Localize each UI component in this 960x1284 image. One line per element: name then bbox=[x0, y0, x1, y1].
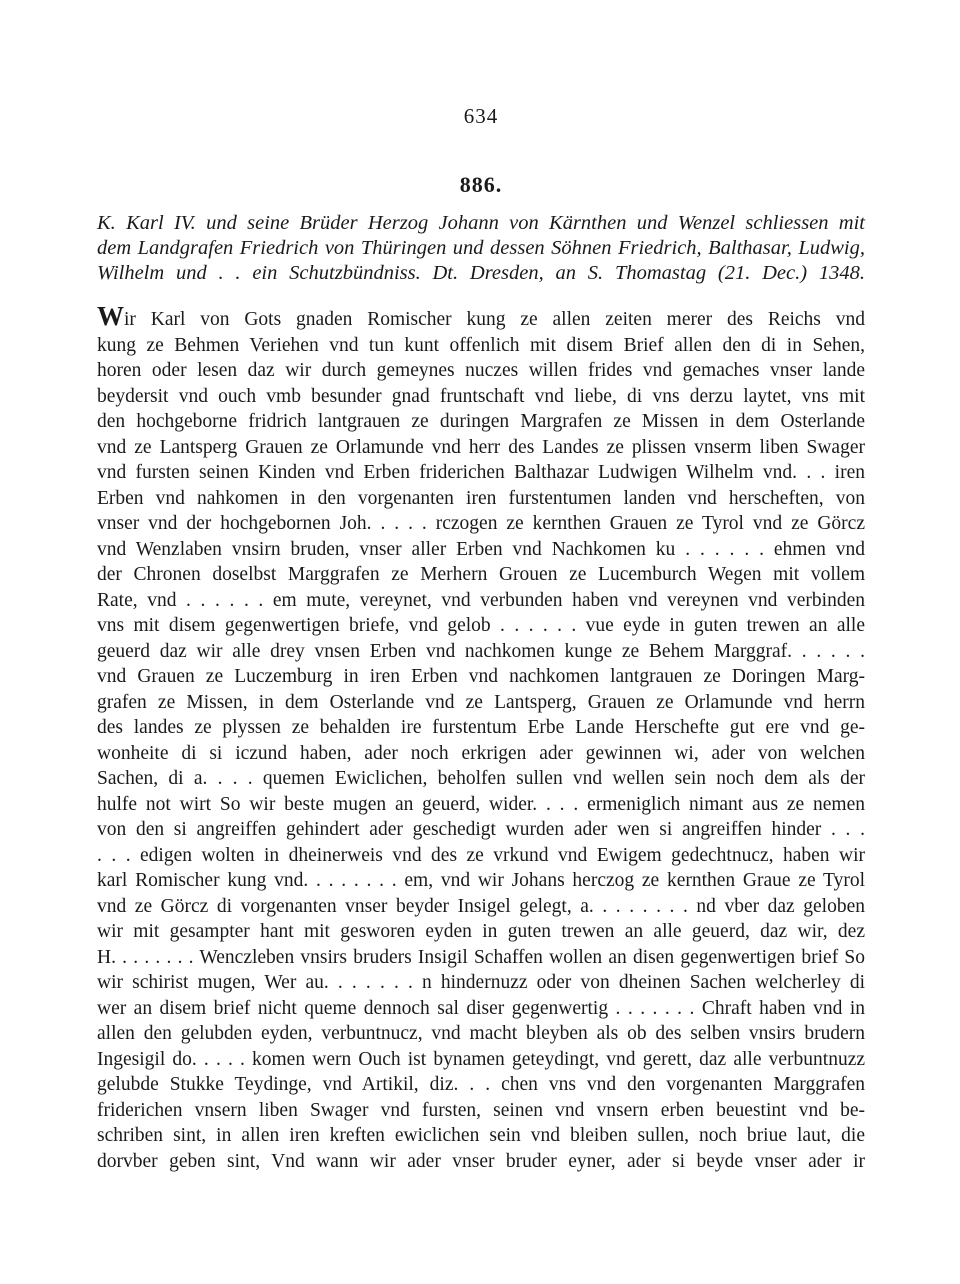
charter-line: von den si angreiffen gehindert ader geschedigt wurden ader wen si angreiffen hinder . . . bbox=[97, 819, 865, 840]
charter-line: grafen ze Missen, in dem Osterlande vnd ze Lantsperg, Grauen ze Orlamunde vnd herrn bbox=[97, 691, 865, 713]
charter-line: beydersit vnd ouch vmb besunder gnad fruntschaft vnd liebe, di vns derzu laytet, vns mit bbox=[97, 385, 865, 407]
charter-line: vnd Grauen ze Luczemburg in iren Erben vnd nachkomen lantgrauen ze Doringen Marg- bbox=[97, 666, 865, 687]
charter-line: der Chronen doselbst Marggrafen ze Merhern Grouen ze Lucemburch Wegen mit vollem bbox=[97, 564, 865, 585]
charter-line: kung ze Behmen Veriehen vnd tun kunt offenlich mit disem Brief allen den di in Sehen, bbox=[97, 334, 865, 356]
page-number: 634 bbox=[463, 104, 499, 128]
charter-line: gelubde Stukke Teydinge, vnd Artikil, diz. . . chen vns vnd den vorgenanten Marggrafen bbox=[97, 1074, 865, 1095]
charter-first-line-text: ir Karl von Gots gnaden Romischer kung ze allen zeiten merer des Reichs vnd bbox=[124, 309, 865, 330]
charter-line: den hochgeborne fridrich lantgrauen ze duringen Margrafen ze Missen in dem Osterlande bbox=[97, 411, 865, 432]
charter-line: vnd Wenzlaben vnsirn bruden, vnser aller Erben vnd Nachkomen ku . . . . . . ehmen vnd bbox=[97, 538, 865, 560]
charter-line: wir mit gesampter hant mit gesworen eyden in guten trewen an alle geuerd, daz wir, dez bbox=[97, 921, 865, 942]
document-number: 886. bbox=[459, 172, 503, 197]
initial-letter: W bbox=[97, 301, 124, 331]
charter-line: schriben sint, in allen iren kreften ewiclichen sein vnd bleiben sullen, noch briue laut, die bbox=[97, 1125, 865, 1146]
charter-line: . . . edigen wolten in dheinerweis vnd des ze vrkund vnd Ewigem gedechtnucz, haben wir bbox=[97, 844, 865, 866]
charter-line: vnser vnd der hochgebornen Joh. . . . . rczogen ze kernthen Grauen ze Tyrol vnd ze Görcz bbox=[97, 513, 865, 534]
charter-line: vnd fursten seinen Kinden vnd Erben friderichen Balthazar Ludwigen Wilhelm vnd. . . iren bbox=[97, 462, 865, 483]
charter-first-line bbox=[97, 301, 865, 333]
charter-line: vns mit disem gegenwertigen briefe, vnd gelob . . . . . . vue eyde in guten trewen an alle bbox=[97, 615, 865, 636]
charter-line: des landes ze plyssen ze behalden ire furstentum Erbe Lande Herschefte gut ere vnd ge- bbox=[97, 717, 865, 738]
charter-line: vnd ze Lantsperg Grauen ze Orlamunde vnd herr des Landes ze plissen vnserm liben Swager bbox=[97, 436, 865, 458]
charter-line: vnd ze Görcz di vorgenanten vnser beyder Insigel gelegt, a. . . . . . . . nd vber daz geloben bbox=[97, 895, 865, 917]
regest-line: Wilhelm und . . ein Schutzbündniss. Dt. Dresden, an S. Thomastag (21. Dec.) 1348. bbox=[97, 262, 865, 284]
charter-line: Erben vnd nahkomen in den vorgenanten iren furstentumen landen vnd herscheften, von bbox=[97, 487, 865, 509]
charter-line: friderichen vnsern liben Swager vnd fursten, seinen vnd vnsern erben beuestint vnd be- bbox=[97, 1099, 865, 1121]
charter-line: hulfe not wirt So wir beste mugen an geuerd, wider. . . . ermeniglich nimant aus ze nemen bbox=[97, 793, 865, 815]
charter-line: H. . . . . . . . Wenczleben vnsirs bruders Insigil Schaffen wollen an disen gegenwertigen brief So bbox=[97, 946, 865, 968]
charter-line: Ingesigil do. . . . . komen wern Ouch ist bynamen geteydingt, vnd gerett, daz alle verbuntnuzz bbox=[97, 1048, 865, 1070]
charter-line: geuerd daz wir alle drey vnsen Erben vnd nachkomen kunge ze Behem Marggraf. . . . . . bbox=[97, 640, 865, 662]
charter-line: karl Romischer kung vnd. . . . . . . . em, vnd wir Johans herczog ze kernthen Graue ze Tyrol bbox=[97, 870, 865, 891]
regest-line: K. Karl IV. und seine Brüder Herzog Johann von Kärnthen und Wenzel schliessen mit bbox=[97, 212, 865, 234]
charter-text bbox=[97, 301, 865, 1174]
charter-line: wonheite di si iczund haben, ader noch erkrigen ader gewinnen wi, ader von welchen bbox=[97, 742, 865, 764]
charter-line: horen oder lesen daz wir durch gemeynes nuczes willen frides vnd gemaches vnser lande bbox=[97, 360, 865, 381]
regest-summary bbox=[97, 211, 865, 286]
charter-line: wer an disem brief nicht queme dennoch sal diser gegenwertig . . . . . . . Chraft haben vnd in bbox=[97, 997, 865, 1019]
charter-line: dorvber geben sint, Vnd wann wir ader vnser bruder eyner, ader si beyde vnser ader ir bbox=[97, 1150, 865, 1172]
charter-line: Sachen, di a. . . . quemen Ewiclichen, beholfen sullen vnd wellen sein noch dem als der bbox=[97, 768, 865, 789]
charter-line: Rate, vnd . . . . . . em mute, vereynet, vnd verbunden haben vnd vereynen vnd verbinden bbox=[97, 589, 865, 611]
regest-line: dem Landgrafen Friedrich von Thüringen und dessen Söhnen Friedrich, Balthasar, Ludwig, bbox=[97, 237, 865, 259]
charter-line: allen den gelubden eyden, verbuntnucz, vnd macht bleyben als ob des selben vnsirs brudern bbox=[97, 1023, 865, 1044]
charter-line: wir schirist mugen, Wer au. . . . . . . n hindernuzz oder von dheinen Sachen welcherley di bbox=[97, 972, 865, 993]
